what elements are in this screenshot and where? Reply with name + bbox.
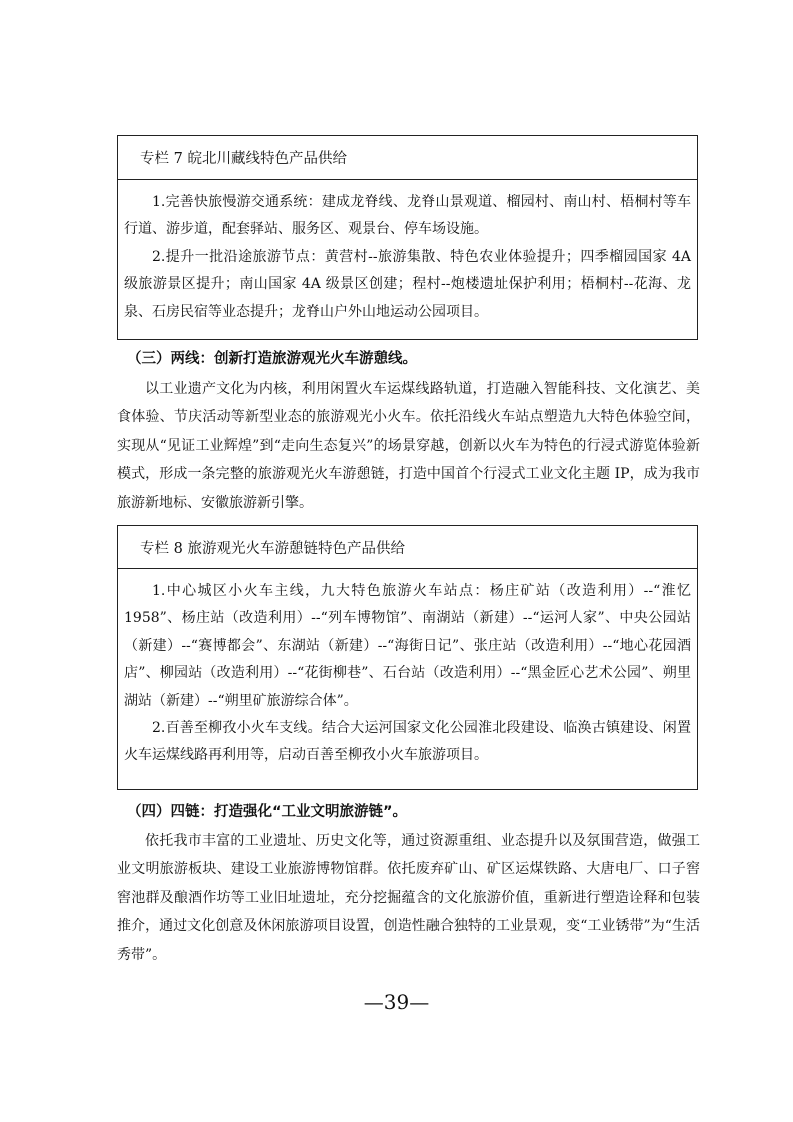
feature-box-7-title: 专栏 7 皖北川藏线特色产品供给 [118,136,697,180]
feature-box-7-item-1: 1.完善快旅慢游交通系统：建成龙脊线、龙脊山景观道、榴园村、南山村、梧桐村等车行道、游步道，配套驿站、服务区、观景台、停车场设施。 [124,194,691,238]
section-4-heading: （四）四链：打造强化“工业文明旅游链”。 [127,804,408,820]
section-4-paragraph: 依托我市丰富的工业遗址、历史文化等，通过资源重组、业态提升以及氛围营造，做强工业文明旅游板块、建设工业旅游博物馆群。依托废弃矿山、矿区运煤铁路、大唐电厂、口子窖窖池群及酿酒作坊等工业旧址遗址，充分挖掘蕴含的文化旅游价值，重新进行塑造诠释和包装推介，通过文化创意及休闲旅游项目设置，创造性融合独特的工业景观，变“工业锈带”为“生活秀带”。 [117,833,700,963]
feature-box-8-title: 专栏 8 旅游观光火车游憩链特色产品供给 [118,526,697,569]
feature-box-8-item-1: 1.中心城区小火车主线，九大特色旅游火车站点：杨庄矿站（改造利用）--“淮忆 1958”、杨庄站（改造利用）--“列车博物馆”、南湖站（新建）--“运河人家”、中央公园站（新建）--“赛博都会”、东湖站（新建）--“海街日记”、张庄站（改造利用）--“地心花园酒店”、柳园站（改造利用）--“花街柳巷”、石台站（改造利用）--“黑金匠心艺术公园”、朔里湖站（新建）--“朔里矿旅游综合体”。 [124,583,691,709]
feature-box-7 [117,135,698,340]
feature-box-8-body [118,569,697,774]
feature-box-7-item-2: 2.提升一批沿途旅游节点：黄营村--旅游集散、特色农业体验提升；四季榴园国家 4A 级旅游景区提升；南山国家 4A 级景区创建；程村--炮楼遗址保护利用；梧桐村--花海、龙泉、石房民宿等业态提升；龙脊山户外山地运动公园项目。 [124,248,691,320]
section-3-heading: （三）两线：创新打造旅游观光火车游憩线。 [127,351,417,367]
page-number: —39— [363,990,430,1014]
section-3-paragraph: 以工业遗产文化为内核，利用闲置火车运煤线路轨道，打造融入智能科技、文化演艺、美食体验、节庆活动等新型业态的旅游观光小火车。依托沿线火车站点塑造九大特色体验空间，实现从“见证工业辉煌”到“走向生态复兴”的场景穿越，创新以火车为特色的行浸式游览体验新模式，形成一条完整的旅游观光火车游憩链，打造中国首个行浸式工业文化主题 IP，成为我市旅游新地标、安徽旅游新引擎。 [117,381,700,511]
feature-box-8 [117,525,698,790]
feature-box-8-item-2: 2.百善至柳孜小火车支线。结合大运河国家文化公园淮北段建设、临涣古镇建设、闲置火车运煤线路再利用等，启动百善至柳孜小火车旅游项目。 [124,720,691,764]
feature-box-7-body [118,180,697,330]
